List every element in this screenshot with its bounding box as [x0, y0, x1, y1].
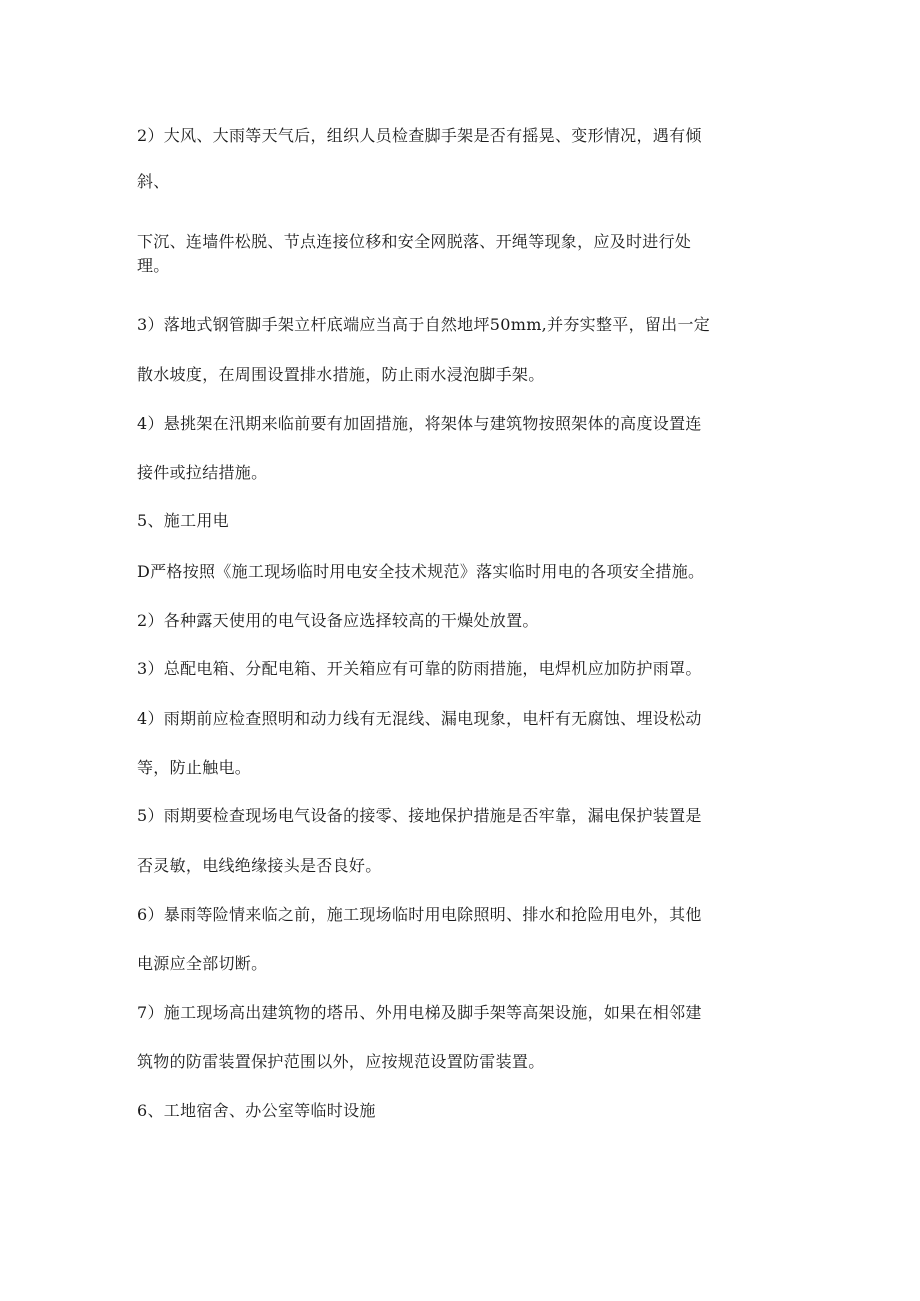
text-line: 6）暴雨等险情来临之前，施工现场临时用电除照明、排水和抢险用电外，其他 — [137, 905, 702, 924]
text-line: 筑物的防雷装置保护范围以外，应按规范设置防雷装置。 — [137, 1052, 545, 1071]
section-heading: 5、施工用电 — [137, 511, 229, 530]
text-line: 3）总配电箱、分配电箱、开关箱应有可靠的防雨措施，电焊机应加防护雨罩。 — [137, 659, 702, 678]
text-line: 接件或拉结措施。 — [137, 463, 268, 482]
text-line: 下沉、连墙件松脱、节点连接位移和安全网脱落、开绳等现象，应及时进行处 — [137, 232, 692, 251]
text-line: 4）雨期前应检查照明和动力线有无混线、漏电现象，电杆有无腐蚀、埋设松动 — [137, 709, 702, 728]
text-line: 电源应全部切断。 — [137, 954, 268, 973]
text-line: D严格按照《施工现场临时用电安全技术规范》落实临时用电的各项安全措施。 — [137, 562, 705, 581]
text-line: 2）大风、大雨等天气后，组织人员检查脚手架是否有摇晃、变形情况，遇有倾 — [137, 126, 702, 145]
text-line: 等，防止触电。 — [137, 758, 252, 777]
text-line: 理。 — [137, 256, 170, 275]
text-line: 散水坡度，在周围设置排水措施，防止雨水浸泡脚手架。 — [137, 365, 545, 384]
text-line: 5）雨期要检查现场电气设备的接零、接地保护措施是否牢靠，漏电保护装置是 — [137, 806, 702, 825]
section-heading: 6、工地宿舍、办公室等临时设施 — [137, 1101, 376, 1120]
text-line: 3）落地式钢管脚手架立杆底端应当高于自然地坪50mm,并夯实整平，留出一定 — [137, 315, 711, 334]
text-line: 7）施工现场高出建筑物的塔吊、外用电梯及脚手架等高架设施，如果在相邻建 — [137, 1003, 702, 1022]
text-line: 否灵敏，电线绝缘接头是否良好。 — [137, 856, 382, 875]
text-line: 2）各种露天使用的电气设备应选择较高的干燥处放置。 — [137, 611, 539, 630]
text-line: 斜、 — [137, 172, 170, 191]
text-line: 4）悬挑架在汛期来临前要有加固措施，将架体与建筑物按照架体的高度设置连 — [137, 414, 702, 433]
